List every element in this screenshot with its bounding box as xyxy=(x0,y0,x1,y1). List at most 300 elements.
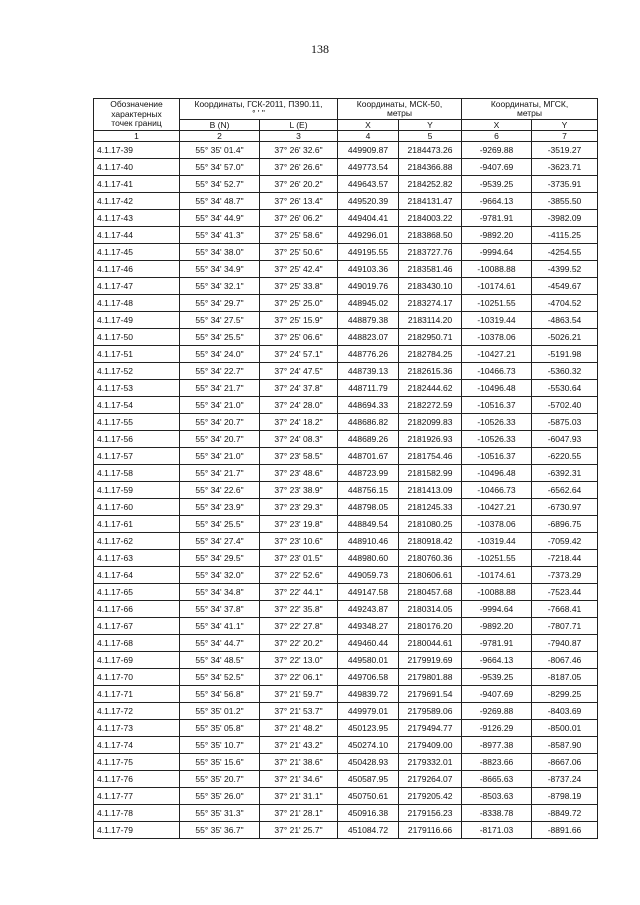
msk-y-cell: 2182950.71 xyxy=(399,329,462,346)
mgsk-y-cell: -3519.27 xyxy=(532,142,598,159)
mgsk-y-cell: -8500.01 xyxy=(532,720,598,737)
msk-x-cell: 450916.38 xyxy=(338,805,399,822)
point-id-cell: 4.1.17-70 xyxy=(94,669,180,686)
latitude-cell: 55° 34' 23.9" xyxy=(180,499,260,516)
table-row xyxy=(94,210,598,227)
msk-x-cell: 449147.58 xyxy=(338,584,399,601)
msk-y-cell: 2179919.69 xyxy=(399,652,462,669)
longitude-cell: 37° 24' 08.3" xyxy=(260,431,338,448)
coordinates-table xyxy=(93,98,598,839)
latitude-cell: 55° 35' 26.0" xyxy=(180,788,260,805)
msk-x-cell: 449348.27 xyxy=(338,618,399,635)
mgsk-x-cell: -10516.37 xyxy=(462,397,532,414)
mgsk-y-cell: -6896.75 xyxy=(532,516,598,533)
point-id-cell: 4.1.17-44 xyxy=(94,227,180,244)
mgsk-x-cell: -10496.48 xyxy=(462,465,532,482)
point-id-cell: 4.1.17-65 xyxy=(94,584,180,601)
longitude-cell: 37° 22' 20.2" xyxy=(260,635,338,652)
mgsk-x-cell: -9664.13 xyxy=(462,652,532,669)
subheader-msk-y: Y xyxy=(399,120,462,131)
msk-x-cell: 450750.61 xyxy=(338,788,399,805)
column-number: 1 xyxy=(94,131,180,142)
table-row xyxy=(94,516,598,533)
longitude-cell: 37° 22' 27.8" xyxy=(260,618,338,635)
latitude-cell: 55° 34' 20.7" xyxy=(180,414,260,431)
longitude-cell: 37° 23' 01.5" xyxy=(260,550,338,567)
mgsk-x-cell: -10174.61 xyxy=(462,278,532,295)
point-id-cell: 4.1.17-79 xyxy=(94,822,180,839)
msk-x-cell: 448686.82 xyxy=(338,414,399,431)
longitude-cell: 37° 21' 48.2" xyxy=(260,720,338,737)
msk-y-cell: 2183274.17 xyxy=(399,295,462,312)
longitude-cell: 37° 22' 35.8" xyxy=(260,601,338,618)
point-id-cell: 4.1.17-74 xyxy=(94,737,180,754)
mgsk-x-cell: -10088.88 xyxy=(462,584,532,601)
longitude-cell: 37° 23' 48.6" xyxy=(260,465,338,482)
table-row xyxy=(94,720,598,737)
longitude-cell: 37° 26' 06.2" xyxy=(260,210,338,227)
msk-x-cell: 449019.76 xyxy=(338,278,399,295)
point-id-cell: 4.1.17-48 xyxy=(94,295,180,312)
table-row xyxy=(94,584,598,601)
mgsk-y-cell: -4704.52 xyxy=(532,295,598,312)
mgsk-x-cell: -9539.25 xyxy=(462,176,532,193)
msk-y-cell: 2179116.66 xyxy=(399,822,462,839)
mgsk-x-cell: -10088.88 xyxy=(462,261,532,278)
longitude-cell: 37° 25' 15.9" xyxy=(260,312,338,329)
mgsk-x-cell: -9539.25 xyxy=(462,669,532,686)
column-number: 5 xyxy=(399,131,462,142)
longitude-cell: 37° 21' 59.7" xyxy=(260,686,338,703)
table-row xyxy=(94,329,598,346)
subheader-mgsk-y: Y xyxy=(532,120,598,131)
msk-y-cell: 2181582.99 xyxy=(399,465,462,482)
latitude-cell: 55° 34' 27.5" xyxy=(180,312,260,329)
longitude-cell: 37° 22' 44.1" xyxy=(260,584,338,601)
longitude-cell: 37° 22' 06.1" xyxy=(260,669,338,686)
msk-y-cell: 2182444.62 xyxy=(399,380,462,397)
column-number: 4 xyxy=(338,131,399,142)
point-id-cell: 4.1.17-75 xyxy=(94,754,180,771)
latitude-cell: 55° 34' 52.5" xyxy=(180,669,260,686)
msk-x-cell: 448739.13 xyxy=(338,363,399,380)
mgsk-x-cell: -10378.06 xyxy=(462,329,532,346)
latitude-cell: 55° 34' 29.5" xyxy=(180,550,260,567)
table-row xyxy=(94,465,598,482)
table-row xyxy=(94,805,598,822)
latitude-cell: 55° 34' 21.0" xyxy=(180,397,260,414)
latitude-cell: 55° 34' 44.7" xyxy=(180,635,260,652)
point-id-cell: 4.1.17-59 xyxy=(94,482,180,499)
mgsk-x-cell: -8171.03 xyxy=(462,822,532,839)
subheader-b: B (N) xyxy=(180,120,260,131)
msk-x-cell: 448711.79 xyxy=(338,380,399,397)
mgsk-x-cell: -9994.64 xyxy=(462,601,532,618)
table-row xyxy=(94,414,598,431)
latitude-cell: 55° 34' 34.9" xyxy=(180,261,260,278)
table-row xyxy=(94,278,598,295)
mgsk-x-cell: -10526.33 xyxy=(462,431,532,448)
header-mgsk: Координаты, МГСК, метры xyxy=(462,99,598,120)
longitude-cell: 37° 22' 52.6" xyxy=(260,567,338,584)
msk-y-cell: 2180760.36 xyxy=(399,550,462,567)
longitude-cell: 37° 25' 33.8" xyxy=(260,278,338,295)
point-id-cell: 4.1.17-54 xyxy=(94,397,180,414)
mgsk-y-cell: -8067.46 xyxy=(532,652,598,669)
mgsk-x-cell: -10251.55 xyxy=(462,550,532,567)
msk-y-cell: 2184366.88 xyxy=(399,159,462,176)
mgsk-x-cell: -9781.91 xyxy=(462,210,532,227)
longitude-cell: 37° 24' 28.0" xyxy=(260,397,338,414)
latitude-cell: 55° 34' 29.7" xyxy=(180,295,260,312)
msk-x-cell: 448879.38 xyxy=(338,312,399,329)
msk-y-cell: 2180457.68 xyxy=(399,584,462,601)
mgsk-y-cell: -8891.66 xyxy=(532,822,598,839)
table-row xyxy=(94,363,598,380)
msk-x-cell: 448694.33 xyxy=(338,397,399,414)
mgsk-x-cell: -10466.73 xyxy=(462,482,532,499)
longitude-cell: 37° 22' 13.0" xyxy=(260,652,338,669)
table-row xyxy=(94,312,598,329)
msk-y-cell: 2179494.77 xyxy=(399,720,462,737)
table-row xyxy=(94,788,598,805)
table-row xyxy=(94,550,598,567)
msk-x-cell: 448776.26 xyxy=(338,346,399,363)
msk-y-cell: 2183727.76 xyxy=(399,244,462,261)
header-point-label: Обозначение характерных точек границ xyxy=(94,99,180,131)
point-id-cell: 4.1.17-39 xyxy=(94,142,180,159)
latitude-cell: 55° 34' 21.0" xyxy=(180,448,260,465)
msk-x-cell: 449243.87 xyxy=(338,601,399,618)
table-row xyxy=(94,397,598,414)
msk-y-cell: 2179332.01 xyxy=(399,754,462,771)
msk-y-cell: 2181080.25 xyxy=(399,516,462,533)
msk-x-cell: 448945.02 xyxy=(338,295,399,312)
latitude-cell: 55° 34' 32.1" xyxy=(180,278,260,295)
mgsk-x-cell: -9994.64 xyxy=(462,244,532,261)
mgsk-y-cell: -5360.32 xyxy=(532,363,598,380)
latitude-cell: 55° 34' 25.5" xyxy=(180,329,260,346)
mgsk-y-cell: -8667.06 xyxy=(532,754,598,771)
longitude-cell: 37° 26' 32.6" xyxy=(260,142,338,159)
mgsk-x-cell: -10174.61 xyxy=(462,567,532,584)
point-id-cell: 4.1.17-43 xyxy=(94,210,180,227)
latitude-cell: 55° 35' 31.3" xyxy=(180,805,260,822)
latitude-cell: 55° 34' 32.0" xyxy=(180,567,260,584)
msk-x-cell: 448823.07 xyxy=(338,329,399,346)
mgsk-y-cell: -8737.24 xyxy=(532,771,598,788)
msk-x-cell: 449643.57 xyxy=(338,176,399,193)
longitude-cell: 37° 26' 13.4" xyxy=(260,193,338,210)
longitude-cell: 37° 25' 06.6" xyxy=(260,329,338,346)
longitude-cell: 37° 25' 50.6" xyxy=(260,244,338,261)
msk-y-cell: 2183868.50 xyxy=(399,227,462,244)
msk-y-cell: 2181754.46 xyxy=(399,448,462,465)
msk-y-cell: 2180314.05 xyxy=(399,601,462,618)
longitude-cell: 37° 24' 57.1" xyxy=(260,346,338,363)
mgsk-y-cell: -4399.52 xyxy=(532,261,598,278)
latitude-cell: 55° 34' 20.7" xyxy=(180,431,260,448)
table-row xyxy=(94,567,598,584)
latitude-cell: 55° 34' 27.4" xyxy=(180,533,260,550)
mgsk-y-cell: -3623.71 xyxy=(532,159,598,176)
msk-x-cell: 449404.41 xyxy=(338,210,399,227)
msk-y-cell: 2182784.25 xyxy=(399,346,462,363)
mgsk-y-cell: -5875.03 xyxy=(532,414,598,431)
point-id-cell: 4.1.17-45 xyxy=(94,244,180,261)
mgsk-x-cell: -10526.33 xyxy=(462,414,532,431)
table-row xyxy=(94,703,598,720)
msk-y-cell: 2184131.47 xyxy=(399,193,462,210)
table-body xyxy=(94,142,598,839)
msk-y-cell: 2181926.93 xyxy=(399,431,462,448)
mgsk-y-cell: -8587.90 xyxy=(532,737,598,754)
point-id-cell: 4.1.17-49 xyxy=(94,312,180,329)
mgsk-y-cell: -5026.21 xyxy=(532,329,598,346)
msk-x-cell: 449103.36 xyxy=(338,261,399,278)
latitude-cell: 55° 34' 48.7" xyxy=(180,193,260,210)
latitude-cell: 55° 35' 20.7" xyxy=(180,771,260,788)
mgsk-y-cell: -5702.40 xyxy=(532,397,598,414)
mgsk-x-cell: -9781.91 xyxy=(462,635,532,652)
point-id-cell: 4.1.17-56 xyxy=(94,431,180,448)
latitude-cell: 55° 35' 05.8" xyxy=(180,720,260,737)
point-id-cell: 4.1.17-63 xyxy=(94,550,180,567)
longitude-cell: 37° 23' 19.8" xyxy=(260,516,338,533)
longitude-cell: 37° 25' 58.6" xyxy=(260,227,338,244)
msk-x-cell: 449580.01 xyxy=(338,652,399,669)
latitude-cell: 55° 34' 25.5" xyxy=(180,516,260,533)
longitude-cell: 37° 21' 34.6" xyxy=(260,771,338,788)
msk-x-cell: 448980.60 xyxy=(338,550,399,567)
point-id-cell: 4.1.17-67 xyxy=(94,618,180,635)
mgsk-y-cell: -4549.67 xyxy=(532,278,598,295)
mgsk-x-cell: -9664.13 xyxy=(462,193,532,210)
mgsk-y-cell: -8187.05 xyxy=(532,669,598,686)
msk-y-cell: 2184252.82 xyxy=(399,176,462,193)
msk-x-cell: 449195.55 xyxy=(338,244,399,261)
point-id-cell: 4.1.17-76 xyxy=(94,771,180,788)
point-id-cell: 4.1.17-52 xyxy=(94,363,180,380)
msk-x-cell: 449839.72 xyxy=(338,686,399,703)
mgsk-y-cell: -4115.25 xyxy=(532,227,598,244)
longitude-cell: 37° 21' 38.6" xyxy=(260,754,338,771)
mgsk-x-cell: -10319.44 xyxy=(462,312,532,329)
table-row xyxy=(94,295,598,312)
msk-y-cell: 2183430.10 xyxy=(399,278,462,295)
mgsk-x-cell: -10466.73 xyxy=(462,363,532,380)
table-row xyxy=(94,754,598,771)
mgsk-y-cell: -7523.44 xyxy=(532,584,598,601)
point-id-cell: 4.1.17-46 xyxy=(94,261,180,278)
column-number: 2 xyxy=(180,131,260,142)
msk-y-cell: 2182272.59 xyxy=(399,397,462,414)
point-id-cell: 4.1.17-69 xyxy=(94,652,180,669)
latitude-cell: 55° 34' 34.8" xyxy=(180,584,260,601)
mgsk-x-cell: -10319.44 xyxy=(462,533,532,550)
msk-x-cell: 449773.54 xyxy=(338,159,399,176)
longitude-cell: 37° 23' 29.3" xyxy=(260,499,338,516)
latitude-cell: 55° 34' 56.8" xyxy=(180,686,260,703)
table-row xyxy=(94,499,598,516)
latitude-cell: 55° 34' 24.0" xyxy=(180,346,260,363)
mgsk-y-cell: -3855.50 xyxy=(532,193,598,210)
subheader-mgsk-x: X xyxy=(462,120,532,131)
msk-y-cell: 2181413.09 xyxy=(399,482,462,499)
msk-x-cell: 449059.73 xyxy=(338,567,399,584)
point-id-cell: 4.1.17-66 xyxy=(94,601,180,618)
point-id-cell: 4.1.17-47 xyxy=(94,278,180,295)
subheader-l: L (E) xyxy=(260,120,338,131)
point-id-cell: 4.1.17-64 xyxy=(94,567,180,584)
latitude-cell: 55° 35' 15.6" xyxy=(180,754,260,771)
table-row xyxy=(94,380,598,397)
latitude-cell: 55° 34' 48.5" xyxy=(180,652,260,669)
msk-y-cell: 2179205.42 xyxy=(399,788,462,805)
point-id-cell: 4.1.17-42 xyxy=(94,193,180,210)
mgsk-x-cell: -8977.38 xyxy=(462,737,532,754)
table-row xyxy=(94,618,598,635)
mgsk-y-cell: -6730.97 xyxy=(532,499,598,516)
mgsk-y-cell: -8403.69 xyxy=(532,703,598,720)
longitude-cell: 37° 21' 31.1" xyxy=(260,788,338,805)
header-msk: Координаты, МСК-50, метры xyxy=(338,99,462,120)
mgsk-y-cell: -7807.71 xyxy=(532,618,598,635)
msk-x-cell: 449706.58 xyxy=(338,669,399,686)
point-id-cell: 4.1.17-58 xyxy=(94,465,180,482)
table-row xyxy=(94,142,598,159)
msk-x-cell: 448756.15 xyxy=(338,482,399,499)
msk-y-cell: 2183581.46 xyxy=(399,261,462,278)
longitude-cell: 37° 25' 42.4" xyxy=(260,261,338,278)
point-id-cell: 4.1.17-62 xyxy=(94,533,180,550)
msk-x-cell: 450428.93 xyxy=(338,754,399,771)
table-row xyxy=(94,737,598,754)
msk-y-cell: 2180176.20 xyxy=(399,618,462,635)
longitude-cell: 37° 24' 18.2" xyxy=(260,414,338,431)
table-row xyxy=(94,448,598,465)
mgsk-x-cell: -10378.06 xyxy=(462,516,532,533)
table-row xyxy=(94,176,598,193)
point-id-cell: 4.1.17-68 xyxy=(94,635,180,652)
mgsk-y-cell: -3982.09 xyxy=(532,210,598,227)
mgsk-x-cell: -10516.37 xyxy=(462,448,532,465)
msk-x-cell: 448798.05 xyxy=(338,499,399,516)
mgsk-x-cell: -9892.20 xyxy=(462,227,532,244)
table-row xyxy=(94,822,598,839)
table-row xyxy=(94,261,598,278)
mgsk-x-cell: -8665.63 xyxy=(462,771,532,788)
mgsk-y-cell: -5530.64 xyxy=(532,380,598,397)
table-row xyxy=(94,533,598,550)
msk-x-cell: 448910.46 xyxy=(338,533,399,550)
latitude-cell: 55° 34' 21.7" xyxy=(180,380,260,397)
point-id-cell: 4.1.17-55 xyxy=(94,414,180,431)
mgsk-y-cell: -6047.93 xyxy=(532,431,598,448)
table-row xyxy=(94,669,598,686)
table-row xyxy=(94,346,598,363)
mgsk-x-cell: -9407.69 xyxy=(462,686,532,703)
header-gsk: Координаты, ГСК-2011, ПЗ90.11, ° ' " xyxy=(180,99,338,120)
msk-y-cell: 2179589.06 xyxy=(399,703,462,720)
msk-y-cell: 2181245.33 xyxy=(399,499,462,516)
point-id-cell: 4.1.17-53 xyxy=(94,380,180,397)
mgsk-x-cell: -8823.66 xyxy=(462,754,532,771)
longitude-cell: 37° 21' 25.7" xyxy=(260,822,338,839)
latitude-cell: 55° 34' 44.9" xyxy=(180,210,260,227)
latitude-cell: 55° 34' 22.6" xyxy=(180,482,260,499)
latitude-cell: 55° 35' 01.4" xyxy=(180,142,260,159)
column-number: 7 xyxy=(532,131,598,142)
table-row xyxy=(94,601,598,618)
msk-y-cell: 2179691.54 xyxy=(399,686,462,703)
table-row xyxy=(94,227,598,244)
msk-y-cell: 2182615.36 xyxy=(399,363,462,380)
table-row xyxy=(94,635,598,652)
msk-x-cell: 451084.72 xyxy=(338,822,399,839)
mgsk-y-cell: -5191.98 xyxy=(532,346,598,363)
msk-x-cell: 448701.67 xyxy=(338,448,399,465)
mgsk-y-cell: -7059.42 xyxy=(532,533,598,550)
latitude-cell: 55° 34' 41.1" xyxy=(180,618,260,635)
msk-y-cell: 2179264.07 xyxy=(399,771,462,788)
table-row xyxy=(94,431,598,448)
point-id-cell: 4.1.17-57 xyxy=(94,448,180,465)
subheader-msk-x: X xyxy=(338,120,399,131)
msk-x-cell: 449909.87 xyxy=(338,142,399,159)
msk-x-cell: 449296.01 xyxy=(338,227,399,244)
point-id-cell: 4.1.17-60 xyxy=(94,499,180,516)
mgsk-x-cell: -8503.63 xyxy=(462,788,532,805)
point-id-cell: 4.1.17-40 xyxy=(94,159,180,176)
mgsk-y-cell: -4863.54 xyxy=(532,312,598,329)
msk-x-cell: 449979.01 xyxy=(338,703,399,720)
point-id-cell: 4.1.17-41 xyxy=(94,176,180,193)
column-number: 3 xyxy=(260,131,338,142)
msk-y-cell: 2184473.26 xyxy=(399,142,462,159)
longitude-cell: 37° 25' 25.0" xyxy=(260,295,338,312)
mgsk-x-cell: -10427.21 xyxy=(462,346,532,363)
mgsk-x-cell: -9269.88 xyxy=(462,142,532,159)
latitude-cell: 55° 34' 37.8" xyxy=(180,601,260,618)
point-id-cell: 4.1.17-51 xyxy=(94,346,180,363)
page-number: 138 xyxy=(311,42,329,56)
latitude-cell: 55° 35' 01.2" xyxy=(180,703,260,720)
mgsk-x-cell: -9126.29 xyxy=(462,720,532,737)
mgsk-x-cell: -8338.78 xyxy=(462,805,532,822)
msk-y-cell: 2179409.00 xyxy=(399,737,462,754)
mgsk-x-cell: -10251.55 xyxy=(462,295,532,312)
longitude-cell: 37° 24' 37.8" xyxy=(260,380,338,397)
longitude-cell: 37° 23' 38.9" xyxy=(260,482,338,499)
msk-x-cell: 449520.39 xyxy=(338,193,399,210)
latitude-cell: 55° 34' 38.0" xyxy=(180,244,260,261)
mgsk-y-cell: -8849.72 xyxy=(532,805,598,822)
mgsk-x-cell: -9892.20 xyxy=(462,618,532,635)
column-number: 6 xyxy=(462,131,532,142)
table-row xyxy=(94,686,598,703)
longitude-cell: 37° 26' 26.6" xyxy=(260,159,338,176)
msk-y-cell: 2179801.88 xyxy=(399,669,462,686)
msk-y-cell: 2180918.42 xyxy=(399,533,462,550)
table-row xyxy=(94,652,598,669)
mgsk-y-cell: -6220.55 xyxy=(532,448,598,465)
mgsk-y-cell: -7373.29 xyxy=(532,567,598,584)
point-id-cell: 4.1.17-72 xyxy=(94,703,180,720)
latitude-cell: 55° 35' 10.7" xyxy=(180,737,260,754)
mgsk-x-cell: -10496.48 xyxy=(462,380,532,397)
table-row xyxy=(94,159,598,176)
